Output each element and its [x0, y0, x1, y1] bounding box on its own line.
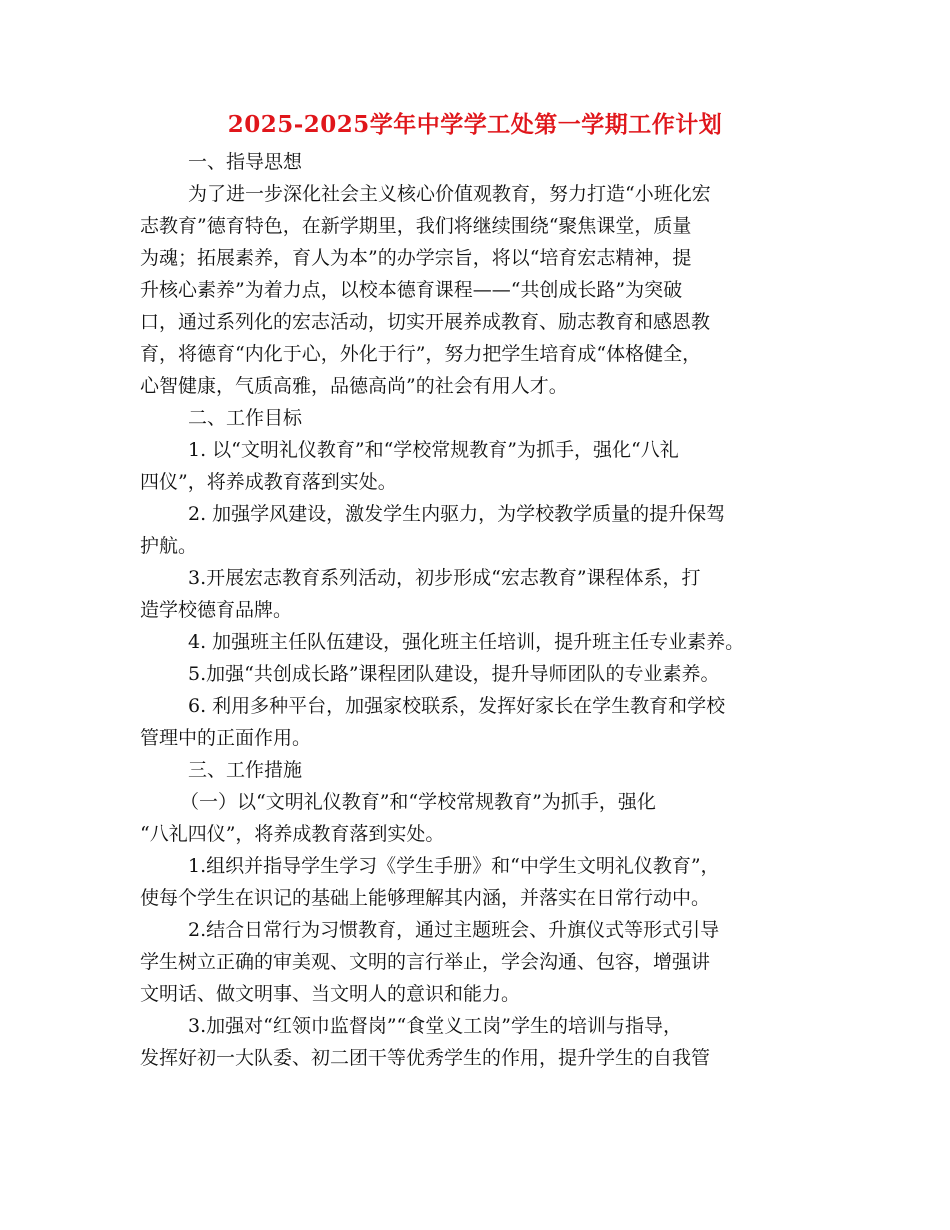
list-item-line: 护航。	[140, 535, 198, 557]
paragraph-line: 口，通过系列化的宏志活动，切实开展养成教育、励志教育和感恩教	[140, 311, 711, 333]
list-item-line: 3.加强对“红领巾监督岗”“食堂义工岗”学生的培训与指导，	[188, 1015, 682, 1037]
list-item-line: 四仪”，将养成教育落到实处。	[140, 471, 397, 493]
list-item-line: 文明话、做文明事、当文明人的意识和能力。	[140, 983, 521, 1005]
list-item-line: 2. 加强学风建设，激发学生内驱力，为学校教学质量的提升保驾	[188, 503, 726, 525]
document-title: 2025-2025学年中学学工处第一学期工作计划	[227, 111, 723, 138]
list-item-line: 5.加强“共创成长路”课程团队建设，提升导师团队的专业素养。	[188, 663, 720, 685]
subsection-heading-line: （一）以“文明礼仪教育”和“学校常规教育”为抓手，强化	[180, 791, 656, 813]
list-item-line: 造学校德育品牌。	[140, 599, 293, 621]
list-item-line: 学生树立正确的审美观、文明的言行举止，学会沟通、包容，增强讲	[140, 951, 711, 973]
paragraph-line: 心智健康，气质高雅，品德高尚”的社会有用人才。	[140, 375, 568, 397]
paragraph-line: 为了进一步深化社会主义核心价值观教育，努力打造“小班化宏	[188, 183, 711, 205]
paragraph-line: 育，将德育“内化于心，外化于行”，努力把学生培育成“体格健全，	[140, 343, 702, 365]
list-item-line: 2.结合日常行为习惯教育，通过主题班会、升旗仪式等形式引导	[188, 919, 720, 941]
list-item-line: 管理中的正面作用。	[140, 727, 312, 749]
section-heading-work-measures: 三、工作措施	[188, 759, 303, 781]
paragraph-line: 升核心素养”为着力点，以校本德育课程——“共创成长路”为突破	[140, 279, 683, 301]
list-item-line: 6. 利用多种平台，加强家校联系，发挥好家长在学生教育和学校	[188, 695, 726, 717]
paragraph-line: 为魂；拓展素养，育人为本”的办学宗旨，将以“培育宏志精神，提	[140, 247, 692, 269]
list-item-line: 发挥好初一大队委、初二团干等优秀学生的作用，提升学生的自我管	[140, 1047, 711, 1069]
list-item-line: 1. 以“文明礼仪教育”和“学校常规教育”为抓手，强化“八礼	[188, 439, 679, 461]
list-item-line: 3.开展宏志教育系列活动，初步形成“宏志教育”课程体系，打	[188, 567, 701, 589]
list-item-line: 4. 加强班主任队伍建设，强化班主任培训，提升班主任专业素养。	[188, 631, 745, 653]
subsection-heading-line: “八礼四仪”，将养成教育落到实处。	[140, 823, 445, 845]
list-item-line: 1.组织并指导学生学习《学生手册》和“中学生文明礼仪教育”，	[188, 855, 720, 877]
section-heading-work-goals: 二、工作目标	[188, 407, 303, 429]
paragraph-line: 志教育”德育特色，在新学期里，我们将继续围绕“聚焦课堂，质量	[140, 215, 692, 237]
document-body	[140, 146, 810, 1074]
list-item-line: 使每个学生在识记的基础上能够理解其内涵，并落实在日常行动中。	[140, 887, 711, 909]
section-heading-guiding-ideology: 一、指导思想	[188, 151, 303, 173]
